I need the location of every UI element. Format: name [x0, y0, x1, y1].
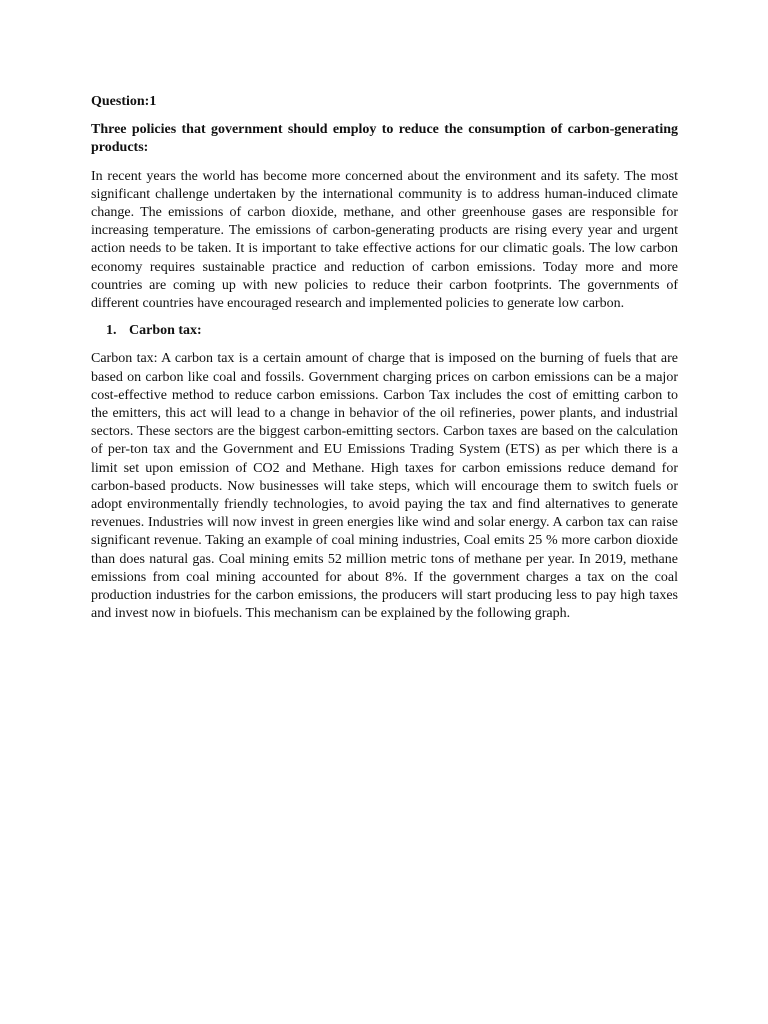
question-title: Question:1: [91, 94, 157, 109]
policy-number: 1.: [106, 323, 117, 339]
section-heading: Three policies that government should employ to reduce the consumption of carbon-generating products:: [91, 122, 678, 156]
policy-heading-carbon-tax: [91, 322, 678, 340]
carbon-tax-paragraph: Carbon tax: A carbon tax is a certain amount of charge that is imposed on the burning of fuels that are based on carbon like coal and fossils. Government charging prices on carbon emissions can be a major cost-effective method to reduce carbon emissions. Carbon Tax includes the cost of emitting carbon to the emitters, this act will lead to a change in behavior of the oil refineries, power plants, and industrial sectors. These sectors are the biggest carbon-emitting sectors. Carbon taxes are based on the calculation of per-ton tax and the Government and EU Emissions Trading System (ETS) as per which there is a limit set upon emission of CO2 and Methane. High taxes for carbon emissions reduce demand for carbon-based products. Now businesses will take steps, which will encourage them to switch fuels or adopt environmentally friendly technologies, to avoid paying the tax and find alternatives to generate revenues. Industries will now invest in green energies like wind and solar energy. A carbon tax can raise significant revenue. Taking an example of coal mining industries, Coal emits 25 % more carbon dioxide than does natural gas. Coal mining emits 52 million metric tons of methane per year. In 2019, methane emissions from coal mining accounted for about 8%. If the government charges a tax on the coal production industries for the carbon emissions, the producers will start producing less to pay high taxes and invest now in biofuels. This mechanism can be explained by the following graph.: [91, 351, 678, 622]
intro-paragraph: In recent years the world has become more concerned about the environment and its safety. The most significant challenge undertaken by the international community is to address human-induced climate change. The emissions of carbon dioxide, methane, and other greenhouse gases are responsible for increasing temperature. The emissions of carbon-generating products are rising every year and urgent action needs to be taken. It is important to take effective actions for our climatic goals. The low carbon economy requires sustainable practice and reduction of carbon emissions. Today more and more countries are coming up with new policies to reduce their carbon footprints. The governments of different countries have encouraged research and implemented policies to generate low carbon.: [91, 168, 678, 312]
document-page: [91, 93, 678, 623]
policy-title: Carbon tax:: [129, 323, 202, 339]
